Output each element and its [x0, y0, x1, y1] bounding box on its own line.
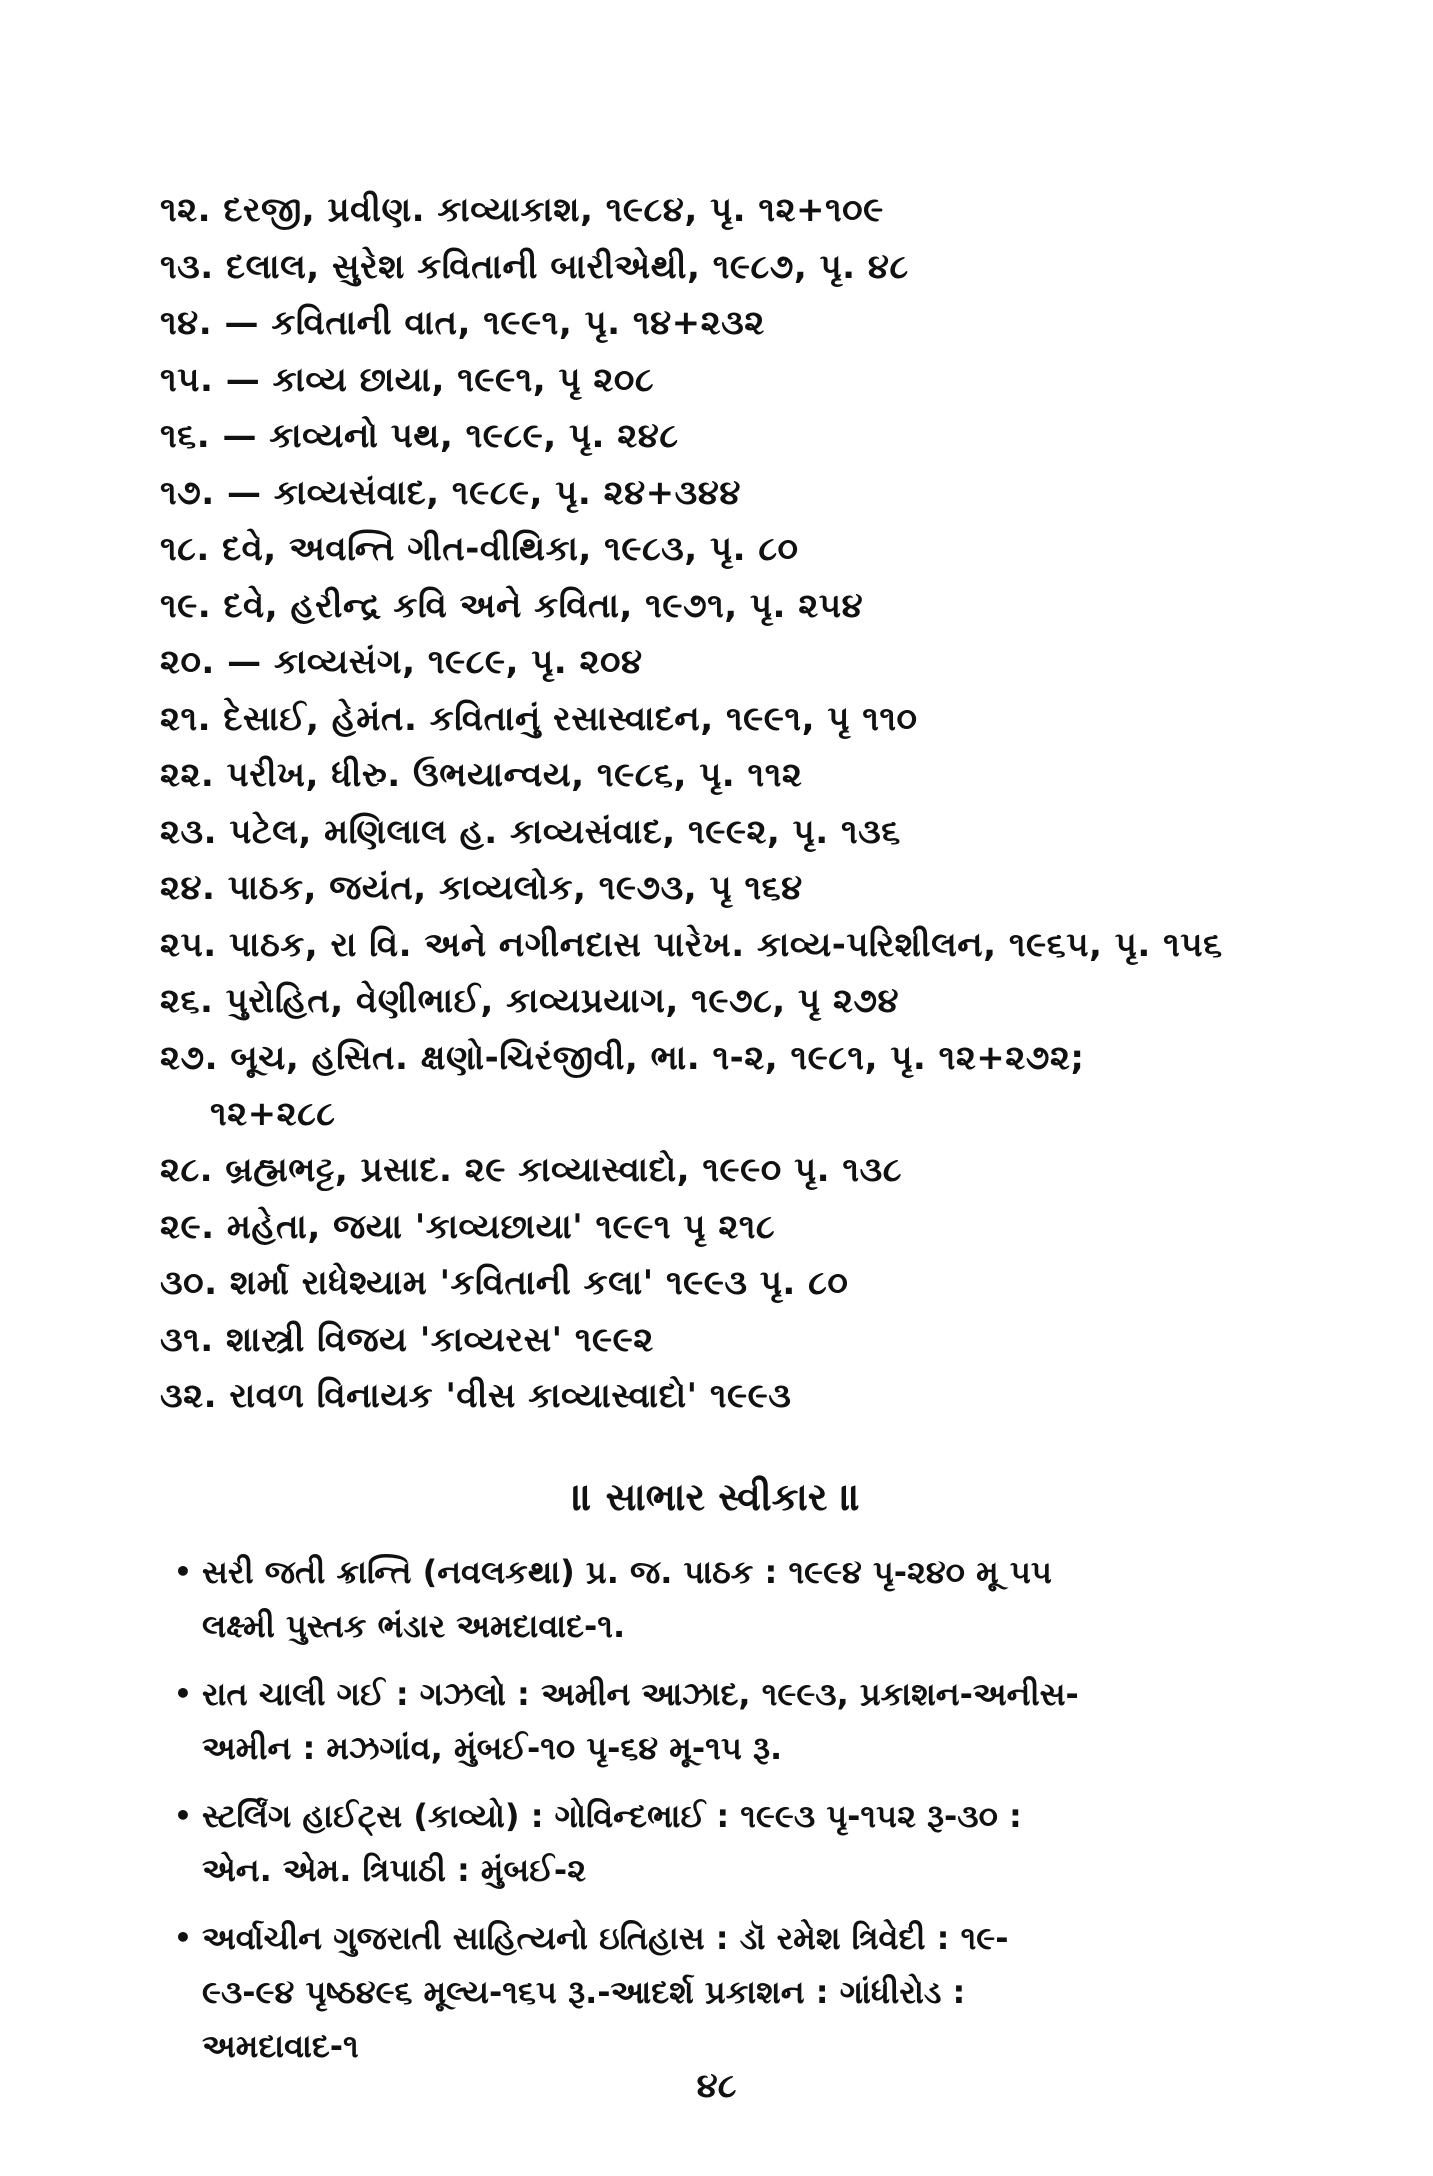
acknowledgement-item: • સરી જતી ક્રાન્તિ (નવલકથા) પ્ર. જ. પાઠક : ૧૯૯૪ પૃ-૨૪૦ મૂ ૫૫ લક્ષ્મી પુસ્તક ભંડાર અમદાવાદ-૧.	[180, 1545, 1320, 1653]
bibliography-entry-32: ૩૨. રાવળ વિનાયક 'વીસ કાવ્યાસ્વાદો' ૧૯૯૩	[160, 1376, 792, 1416]
bibliography-entry-26: ૨૬. પુરોહિત, વેણીભાઈ, કાવ્યપ્રયાગ, ૧૯૭૮, પૃ ૨૭૪	[160, 981, 900, 1021]
bibliography-list	[160, 182, 1320, 1425]
bibliography-entry-15: ૧૫. — કાવ્ય છાયા, ૧૯૯૧, પૃ ૨૦૮	[160, 359, 655, 400]
acknowledgement-item: • અર્વાચીન ગુજરાતી સાહિત્યનો ઇતિહાસ : ડૉ રમેશ ત્રિવેદી : ૧૯- ૯૩-૯૪ પૃષ્ઠ૪૯૬ મૂલ્ય-૧૬૫ રૂ.-આદર્શ પ્રકાશન : ગાંધીરોડ : અમદાવાદ-૧	[180, 1911, 1320, 2073]
bibliography-entry-13: ૧૩. દલાલ, સુરેશ કવિતાની બારીએથી, ૧૯૮૭, પૃ. ૪૮	[160, 246, 909, 287]
bibliography-entry-22: ૨૨. પરીખ, ધીરુ. ઉભયાન્વય, ૧૯૮૬, પૃ. ૧૧૨	[160, 755, 803, 795]
bibliography-entry-12: ૧૨. દરજી, પ્રવીણ. કાવ્યાકાશ, ૧૯૮૪, પૃ. ૧૨+૧૦૯	[160, 190, 884, 230]
bibliography-entry-27: ૨૭. બૂચ, હસિત. ક્ષણો-ચિરંજીવી, ભા. ૧-૨, ૧૯૮૧, પૃ. ૧૨+૨૭૨; ૧૨+૨૮૮	[160, 1030, 1320, 1143]
bibliography-entry-21: ૨૧. દેસાઈ, હેમંત. કવિતાનું રસાસ્વાદન, ૧૯૯૧, પૃ ૧૧૦	[160, 698, 918, 739]
bibliography-entry-23: ૨૩. પટેલ, મણિલાલ હ. કાવ્યસંવાદ, ૧૯૯૨, પૃ. ૧૩૬	[160, 811, 901, 852]
acknowledgements-heading: ॥ સાભાર સ્વીકાર ॥	[572, 1475, 861, 1519]
bibliography-entry-30: ૩૦. શર્મા રાધેશ્યામ 'કવિતાની કલા' ૧૯૯૩ પૃ. ૮૦	[160, 1263, 849, 1303]
bibliography-entry-29: ૨૯. મહેતા, જયા 'કાવ્યછાયા' ૧૯૯૧ પૃ ૨૧૮	[160, 1206, 776, 1247]
acknowledgements-list	[174, 1545, 1320, 2087]
bibliography-entry-31: ૩૧. શાસ્ત્રી વિજય 'કાવ્યરસ' ૧૯૯૨	[160, 1319, 654, 1360]
bullet-icon: •	[174, 1921, 192, 1954]
page-number: ૪૮	[696, 2066, 737, 2106]
bullet-icon: •	[174, 1799, 192, 1832]
bibliography-entry-28: ૨૮. બ્રહ્મભટ્ટ, પ્રસાદ. ૨૯ કાવ્યાસ્વાદો, ૧૯૯૦ પૃ. ૧૩૮	[160, 1150, 902, 1190]
bibliography-entry-19: ૧૯. દવે, હરીન્દ્ર કવિ અને કવિતા, ૧૯૭૧, પૃ. ૨૫૪	[160, 585, 864, 626]
bibliography-entry-20: ૨૦. — કાવ્યસંગ, ૧૯૮૯, પૃ. ૨૦૪	[160, 642, 643, 682]
acknowledgement-item: • રાત ચાલી ગઈ : ગઝલો : અમીન આઝાદ, ૧૯૯૩, પ્રકાશન-અનીસ- અમીન : મઝગાંવ, મુંબઈ-૧૦ પૃ-૬૪ મૂ-૧૫ રૂ.	[180, 1667, 1320, 1775]
bibliography-entry-17: ૧૭. — કાવ્યસંવાદ, ૧૯૮૯, પૃ. ૨૪+૩૪૪	[160, 472, 741, 513]
bibliography-entry-18: ૧૮. દવે, અવન્તિ ગીત-વીથિકા, ૧૯૮૩, પૃ. ૮૦	[160, 529, 799, 569]
bullet-icon: •	[174, 1555, 192, 1588]
bibliography-entry-24: ૨૪. પાઠક, જયંત, કાવ્યલોક, ૧૯૭૩, પૃ ૧૬૪	[160, 868, 803, 908]
bullet-icon: •	[174, 1677, 192, 1710]
acknowledgement-item: • સ્ટર્લિંગ હાઈટ્સ (કાવ્યો) : ગોવિન્દભાઈ : ૧૯૯૩ પૃ-૧૫૨ રૂ-૩૦ : એન. એમ. ત્રિપાઠી : મુંબઈ-૨	[180, 1789, 1320, 1897]
bibliography-entry-14: ૧૪. — કવિતાની વાત, ૧૯૯૧, પૃ. ૧૪+૨૩૨	[160, 303, 765, 343]
bibliography-entry-25: ૨૫. પાઠક, રા વિ. અને નગીનદાસ પારેખ. કાવ્ય-પરિશીલન, ૧૯૬૫, પૃ. ૧૫૬	[160, 924, 1223, 965]
bibliography-entry-27-continuation: ૧૨+૨૮૮	[210, 1094, 336, 1134]
bibliography-entry-16: ૧૬. — કાવ્યનો પથ, ૧૯૮૯, પૃ. ૨૪૮	[160, 416, 679, 456]
